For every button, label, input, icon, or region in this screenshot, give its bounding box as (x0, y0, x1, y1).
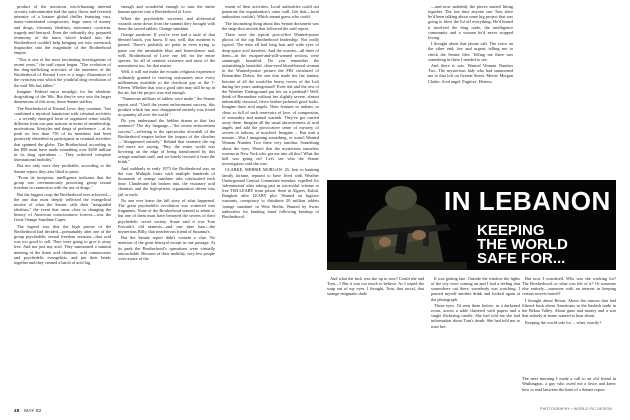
paragraph: And there it was. Wanted Woman Number Two. The mysterious lady who had summoned me to that loft on Greene Street. Merrie Morgan Clarke. Acid angel. Fugitive. Heiress. (428, 63, 513, 84)
text-column-2 (118, 4, 215, 404)
paragraph: The legend was that the high priests of the Brotherhood had decided—presumably after one of the group psychedelic sexual freedom sessions—that acid was too good to sell. They were going to give it away free. And not just any acid. They summoned a summit meeting of the finest acid chemists, acid connoisseurs and psychedelic evangelists, and put their heads together and they created a batch of acid big (14, 223, 111, 265)
paragraph: No one ever knew the full story of what happened. The great psychedelic revolution was scattered into fragments. None of the Brotherhood wanted to admit it, but one of them must have betrayed the secrets of their psychedelic secret society. Some said it was Tom Forcade's old nemesis—and one time hate—the mysterious Billy, that treacherous friend of Susanna's. (118, 197, 215, 234)
paragraph: CLARKE, MERRIE MORGAN: 25, heir to banking family fortune, reputed to have lived with Weather Underground Central Committee member, expelled for 'adventurism' after taking part in successful scheme to free TIM LEARY from prison. Seen in Algiers, Kabul, Bangkok after LEARY plot. Wanted on fugitive warrants, conspiracy to distribute 20 million tablets 'orange sunshine' in West Berlin. Wanted by Swiss authorities for banking fraud following breakup of Brotherhood. (222, 167, 319, 219)
kicker-line-3: SAFE FOR... (477, 250, 566, 267)
paragraph: There were the typical post-office Wanted-poster photos of the top Brotherhood leadership. Not really typical. The men all had long hair and wide eyes of deep-space acid travelers. And the women—all three of them—in the escaped-and-still-wanted section, were stunningly beautiful. Do you remember the astonishingly beautiful, clear-eyed blond-haired woman in the Wanted-poster picture the FBI circulated of Bernardine Dohrn, the one that made her the fantasy heroine of all the would-be heavy rovers of the Left during her years underground? Even she and the rest of the Weather Underground put her on a pedestal? Well, think of Bernardine without her slightly severe, almost unbearably classical, fierce leather-jacketed good looks. Imagine three acid angels. Their features so radiant, so clear, so full of such reservoirs of love, of compassion, of sensuality and animal warmth. They've got carried away there. Imagine all the usual attractiveness of acid angels and add the provocative sense of mystery of secrets to fathom, of mischief. Imagine ... But wait a minute—Was I imagining something, or wasn't Wanted Woman Number Two there very familiar. Something about the eyes. Wasn't that the mysterious nameless woman in New York who got me into all this? What the hell was going on? Let's see who the Senate investigators said she was: (222, 32, 319, 167)
text-column-1 (14, 4, 111, 404)
paragraph: enough and wonderful enough to turn the entire human species into a Brotherhood of Love. (118, 4, 215, 15)
page-number: 48 (14, 408, 20, 413)
paragraph: And suddenly in early 1973 the Brotherhood was on the run. Multiple busts with multiple hundreds of thousands of orange sunshine tabs confiscated each time. Clandestine lab broken into, the visionary acid chemists and the high-priests organization driven into jail or exile. (118, 165, 215, 197)
paragraph: I thought about that phone call. The voice on the other end, low and urgent, telling me to check the Senate files. Telling me there was something in there I needed to see. (428, 41, 513, 62)
paragraph: product of the notorious witch-hunting internal security subcommittee had the spicy flavor and feverish intensity of a bizarre global thriller featuring vast, many-continented conspiracies, huge sums of money and drugs, visionary idealism, mercenary cynicism, tragedy and betrayal. Even the ordinarily dry, prepared testimony of the narcs which leaked into the Brotherhood couldn't help bringing out into awestruck rhapsodies into the magnitude of the Brotherhood empire. (14, 4, 111, 56)
paragraph: Well, it will not make the ecstatic religious experience ordinarily granted to starving visionaries once every millennium available to the checkout guy at the 7-Eleven. Whether that was a good idea may still be up in the air, but the project was real enough. (118, 69, 215, 96)
paragraph: "This is one of the most fascinating investigations of recent years," the staff report began. "The evolution of the drug-trafficking activities of the members of the Brotherhood of Eternal Love is a tragic illustration of the cynicism into which the youthful drug revolution of the mid '60s has fallen." (14, 56, 111, 88)
text-column-7 (522, 372, 616, 408)
paragraph: Keeping the world safe for ... what, exactly? (525, 319, 602, 325)
text-column-4-top (428, 4, 513, 180)
paragraph: I thought about Beirut. About the rumors that had filtered back about Americans in the hashish trade in the Bekaa Valley. About guns and money and a war that nobody at home wanted to hear about. (522, 297, 616, 319)
paragraph: The fascinating thing about this Senate document was the snap-shot section that followed the staff report. (222, 20, 319, 31)
paragraph: When the psychedelic sorcerers and alchemical wizards came down from the summit they brought with them the sacred tablets. Orange sunshine. (118, 15, 215, 31)
paragraph: The Brotherhood of Eternal Love, they continue, "has combined a mystical fanaticism with criminal activities ... a recently emerged form of organized crime totally different from our past notions in terms of membership, motivations, lifestyles and drugs of preference ... at its peak no less than 750 of its members had been positively identified as participants in criminal activities that spanned the globe. The Brotherhood according to the IRS must have made something over $200 million in its drug operations ... They achieved complete international mobility." (14, 105, 111, 163)
paragraph: But the biggest coup the Brotherhood ever achieved—the one that most deeply reflected the evangelical motive of what the Senate calls their "misguided idealism," the event that came close to changing the history of American consciousness forever—was the Great Orange Sunshine Caper. (14, 191, 111, 223)
paragraph: "From its inception, intelligence indicates that the group was ceremoniously practicing group sexual freedom in connection with the use of drugs." (14, 174, 111, 191)
paragraph: The next morning I made a call to an old friend in Washington, a guy who owed me a favor and knew how to read between the lines of a Senate report. (522, 376, 616, 392)
paragraph: Orange sunshine. If you've ever had a taste of that blessed batch, you know. If not, well, that moment is passed. There's probably no point in even trying to parse out the unsuitable bliss and benevolence and, well, Brotherhood of Love one felt for the entire species, for all of sentient existence and most of the nonsentient too, for that matter. (118, 32, 215, 69)
paragraph: It was getting late. Outside the window the lights of the city were coming on and I had a feeling that somewhere out there, somebody was watching. I poured myself another drink and looked again at the photograph. (431, 276, 520, 302)
paragraph: —and now suddenly the pieces started fitting together. The last time anyone saw Tom alive he'd been talking about some big project that was going to blow the lid off everything. He'd hinted it involved the drug trade, the intelligence community and a woman he'd never stopped loving. (428, 4, 513, 40)
paragraph: And what the fuck was she up to now? Could she and Tom—? But it was too much to believe. As I wiped the soup out of my eyes, I thought, Tom, that rascal, that strange enigmatic dude (327, 276, 424, 297)
headline-kicker (477, 224, 616, 266)
text-column-3 (222, 4, 319, 404)
paragraph: extent of their activities. Local authorities could not penetrate the organization's outer wall. Get that—local authorities couldn't. Which meant guess who could. (222, 4, 319, 20)
text-column-5 (431, 276, 520, 368)
issue-date: MAY 82 (24, 408, 42, 413)
paragraph: Imagine. Federal narcs nostalgic for the idealistic drug-taking of the '60s. But they're very into the larger dimensions of this story, these Senate staffers. (14, 88, 111, 105)
paragraph: But not only were they profitable, according to the Senate report, they also liked to party: (14, 163, 111, 174)
headline-in-lebanon: IN LEBANON (444, 186, 611, 216)
kicker-line-1: KEEPING (477, 222, 545, 239)
paragraph: Do you understand the hidden drama in that last sentence? The dry language—"the recent enforcement success"—referring to the spectacular downfall of the Brotherhood empire before the impact of the clincher—"disappeared entirely." Behind that sentence the top fed narcs are saying, "Hey, the entire world was hovering on the edge of being transformed by this orange sunshine stuff, and we barely rescued it from the brink." (118, 118, 215, 165)
paragraph: But now I wondered. Who was she working for? The Brotherhood, or what was left of it? Or someone else entirely—someone with an interest in keeping certain secrets buried? (522, 276, 616, 297)
folio (14, 408, 42, 413)
paragraph: But the Senate report didn't contain a clue. No mention of the great betrayal except in one passage: At its peak the Brotherhood's operations were virtually untouchable. Because of their mobility, very few people were aware of the (118, 235, 215, 261)
text-column-4 (327, 276, 424, 406)
photo-credit: PHOTOGRAPHY • WORLD PIC DESIGN (540, 407, 613, 411)
paragraph: "Numerous millions of tablets were made," the Senate report said. "Until the recent enforcement success, this product which has now disappeared entirely was found in quantity all over the world." (118, 96, 215, 117)
paragraph: Those eyes. I'd seen them before, in a darkened room, across a table cluttered with papers and a single flickering candle. She had told me she had information about Tom's death. She had told me to trust her. (431, 302, 520, 329)
lebanon-soldier-photo (327, 180, 616, 270)
text-column-6 (522, 276, 616, 368)
kicker-line-2: THE WORLD (477, 236, 568, 253)
